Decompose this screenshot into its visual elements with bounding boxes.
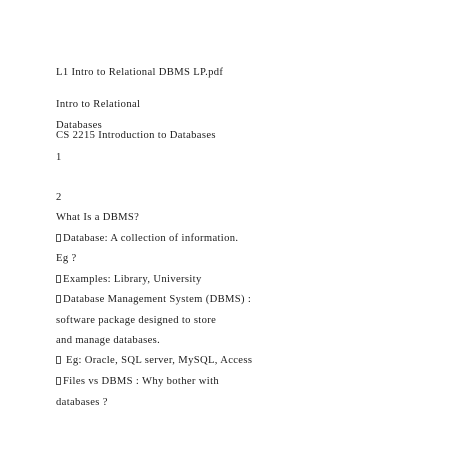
list-item — [56, 376, 219, 388]
list-item — [56, 253, 77, 265]
list-item-text: and manage databases. — [56, 335, 161, 346]
list-item — [56, 294, 251, 306]
missing-glyph-icon — [56, 377, 61, 385]
title-line-2: Databases — [56, 120, 103, 131]
list-item-text: Eg ? — [56, 253, 77, 264]
list-item-text: Files vs DBMS : Why bother with — [63, 376, 220, 387]
missing-glyph-icon — [56, 356, 61, 364]
missing-glyph-icon — [56, 295, 61, 303]
title-line-1: Intro to Relational — [56, 99, 141, 110]
list-item-text: databases ? — [56, 397, 108, 408]
list-item — [56, 335, 160, 347]
document-filename: L1 Intro to Relational DBMS LP.pdf — [56, 67, 224, 78]
list-item-text: software package designed to store — [56, 315, 217, 326]
list-item — [56, 397, 108, 409]
course-title: CS 2215 Introduction to Databases — [56, 130, 216, 141]
list-item — [56, 315, 216, 327]
list-item-text: Database: A collection of information. — [63, 233, 239, 244]
list-item-text: Examples: Library, University — [63, 274, 202, 285]
list-item — [56, 233, 238, 245]
list-item-text: Database Management System (DBMS) : — [63, 294, 252, 305]
section-heading: What Is a DBMS? — [56, 212, 140, 223]
list-item-text: Eg: Oracle, SQL server, MySQL, Access — [63, 355, 253, 366]
missing-glyph-icon — [56, 234, 61, 242]
missing-glyph-icon — [56, 275, 61, 283]
page-number-1: 1 — [56, 152, 62, 163]
list-item — [56, 274, 202, 286]
page-number-2: 2 — [56, 192, 62, 203]
list-item — [56, 355, 252, 367]
